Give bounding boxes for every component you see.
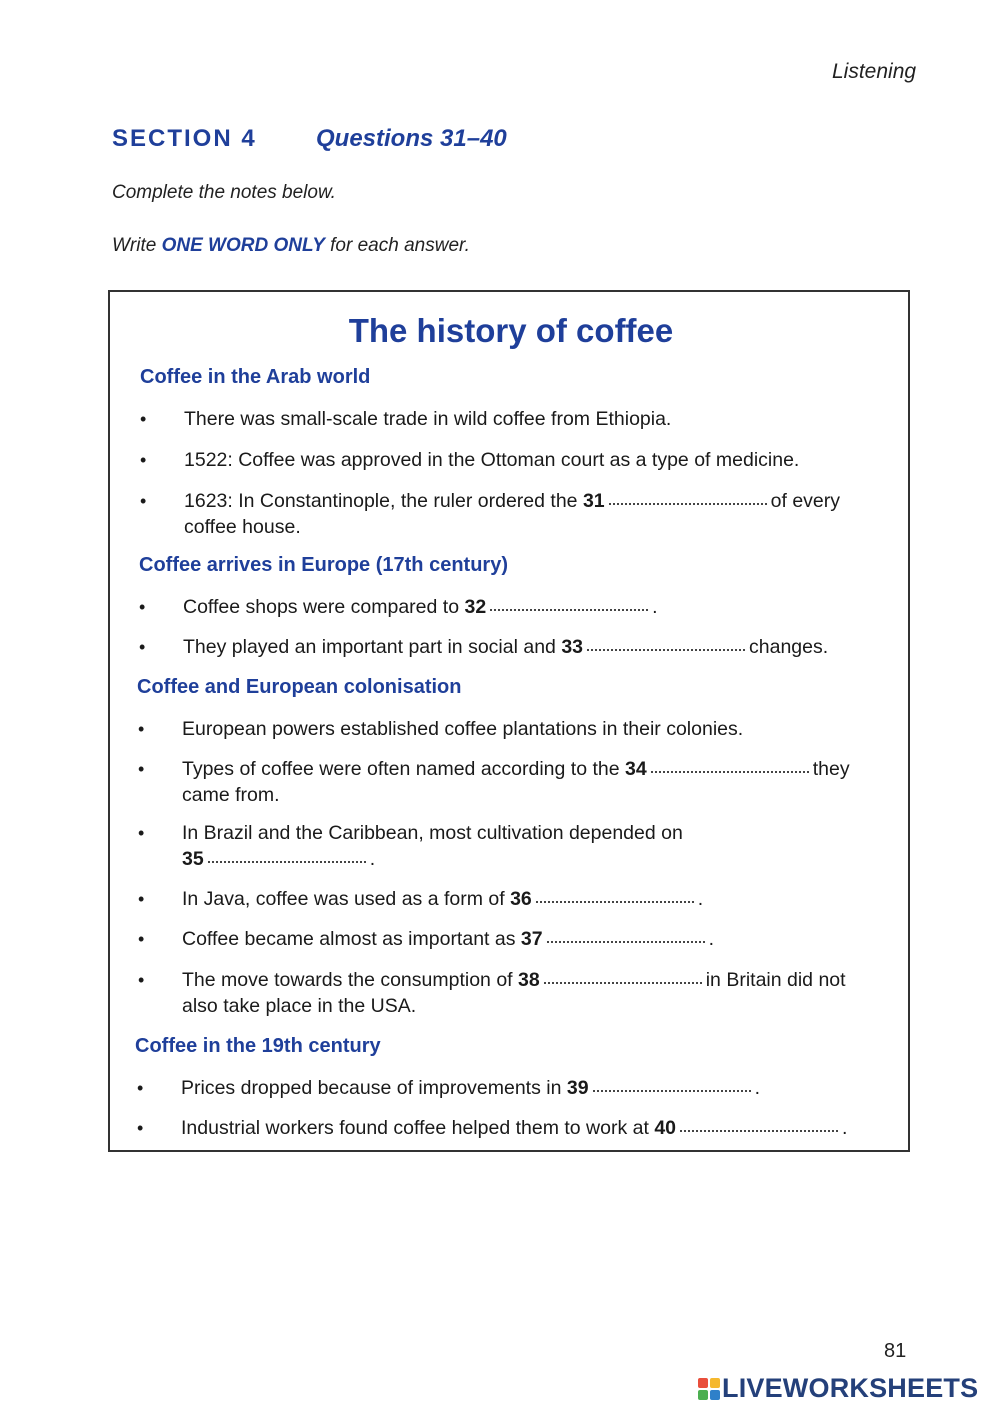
note-text: Coffee shops were compared to	[183, 596, 460, 618]
note-item-q40	[137, 1115, 848, 1141]
bullet-icon: •	[139, 597, 146, 617]
note-text-after: .	[708, 928, 715, 950]
note-text: In Brazil and the Caribbean, most cultivation depended on	[182, 822, 683, 844]
answer-blank-34[interactable]	[651, 770, 809, 773]
note-item-q35	[138, 820, 683, 872]
bullet-icon: •	[138, 970, 145, 990]
questions-range: Questions 31–40	[316, 125, 507, 152]
note-text: Prices dropped because of improvements in	[181, 1077, 562, 1099]
subheading-europe-17th-century: Coffee arrives in Europe (17th century)	[139, 554, 508, 576]
liveworksheets-logo-icon	[698, 1378, 720, 1400]
liveworksheets-watermark	[698, 1373, 978, 1404]
subheading-19th-century: Coffee in the 19th century	[135, 1035, 381, 1057]
note-text-line2: coffee house.	[184, 516, 301, 538]
instruction-before: Write	[112, 235, 162, 256]
bullet-icon: •	[138, 719, 145, 739]
note-text: 1522: Coffee was approved in the Ottoman court as a type of medicine.	[184, 449, 800, 471]
note-item-q36	[138, 886, 704, 912]
note-text: Coffee became almost as important as	[182, 928, 516, 950]
note-item-q33	[139, 634, 829, 660]
answer-blank-33[interactable]	[587, 648, 745, 651]
note-text: 1623: In Constantinople, the ruler ordered the	[184, 490, 578, 512]
note-text-after: .	[652, 596, 658, 618]
question-number: 39	[566, 1077, 589, 1099]
section-header	[112, 125, 507, 153]
page-number: 81	[884, 1340, 907, 1362]
bullet-icon: •	[138, 823, 145, 843]
note-item-q34	[138, 756, 850, 808]
answer-blank-35[interactable]	[208, 860, 366, 863]
question-number: 34	[625, 758, 647, 780]
note-text: There was small-scale trade in wild coffee from Ethiopia.	[184, 408, 672, 430]
answer-blank-37[interactable]	[547, 940, 705, 943]
bullet-icon: •	[137, 1118, 144, 1138]
note-text: They played an important part in social and	[183, 636, 556, 658]
note-item-q32	[139, 594, 658, 620]
note-item	[140, 406, 672, 432]
bullet-icon: •	[138, 929, 145, 949]
answer-blank-38[interactable]	[544, 981, 702, 984]
instruction-after: for each answer.	[324, 235, 470, 256]
liveworksheets-wordmark: LIVEWORKSHEETS	[722, 1373, 979, 1403]
note-text-after: .	[842, 1117, 848, 1139]
note-text-after: they	[812, 758, 850, 780]
question-number: 33	[561, 636, 584, 658]
bullet-icon: •	[138, 889, 145, 909]
note-text: The move towards the consumption of	[182, 969, 513, 991]
note-item	[138, 716, 744, 742]
instruction-complete-notes: Complete the notes below.	[112, 182, 336, 203]
notes-box	[108, 290, 910, 1152]
answer-blank-39[interactable]	[593, 1089, 751, 1092]
instruction-word-limit	[112, 235, 470, 257]
note-text-line2: also take place in the USA.	[182, 995, 417, 1017]
question-number: 40	[654, 1117, 677, 1139]
notes-title: The history of coffee	[348, 312, 674, 349]
note-text-after: .	[754, 1077, 760, 1099]
question-number: 38	[518, 969, 540, 991]
note-item-q39	[137, 1075, 760, 1101]
note-text-after: .	[697, 888, 704, 910]
answer-blank-40[interactable]	[680, 1129, 838, 1132]
bullet-icon: •	[139, 637, 146, 657]
bullet-icon: •	[140, 491, 147, 511]
answer-blank-31[interactable]	[609, 502, 767, 505]
note-item-q31	[140, 488, 841, 540]
question-number: 36	[510, 888, 532, 910]
subheading-arab-world: Coffee in the Arab world	[140, 366, 371, 388]
running-head: Listening	[832, 60, 917, 83]
note-item	[140, 447, 800, 473]
note-text: Types of coffee were often named according to the	[182, 758, 620, 780]
answer-blank-32[interactable]	[490, 608, 648, 611]
note-item-q37	[138, 926, 715, 952]
bullet-icon: •	[137, 1078, 144, 1098]
note-text-after: .	[369, 848, 376, 870]
note-text-after: in Britain did not	[705, 969, 846, 991]
note-text-after: of every	[770, 490, 841, 512]
question-number: 37	[520, 928, 543, 950]
note-text-line2: came from.	[182, 784, 280, 806]
note-item-q38	[138, 967, 846, 1019]
instruction-emphasis: ONE WORD ONLY	[161, 235, 325, 256]
bullet-icon: •	[140, 450, 147, 470]
question-number: 32	[464, 596, 487, 618]
subheading-european-colonisation: Coffee and European colonisation	[137, 676, 462, 698]
note-text: Industrial workers found coffee helped them to work at	[181, 1117, 649, 1139]
note-text-after: changes.	[749, 636, 829, 658]
note-text: In Java, coffee was used as a form of	[182, 888, 505, 910]
question-number: 35	[182, 848, 204, 870]
section-label: SECTION 4	[112, 125, 257, 152]
question-number: 31	[582, 490, 605, 512]
answer-blank-36[interactable]	[536, 900, 694, 903]
bullet-icon: •	[140, 409, 147, 429]
bullet-icon: •	[138, 759, 145, 779]
note-text: European powers established coffee plantations in their colonies.	[182, 718, 744, 740]
